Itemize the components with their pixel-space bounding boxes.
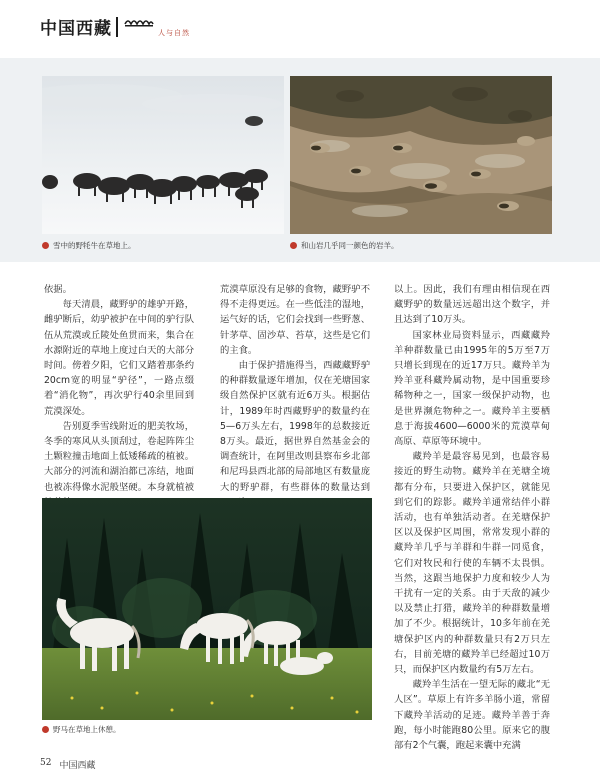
tibetan-ornament-icon (124, 16, 154, 28)
paragraph: 藏羚羊生活在一望无际的藏北“无人区”。草原上有许多羊肠小道，常留下藏羚羊活动的足迹。藏羚羊善于奔跑，每小时能跑80公里。原来它的腹部有2个气囊，跑起来囊中充满 (394, 679, 550, 752)
footer-magazine-name: 中国西藏 (59, 761, 96, 771)
yaks-caption: 雪中的野牦牛在草地上。 (42, 240, 136, 251)
paragraph: 依据。 (44, 284, 72, 295)
caption-bullet-icon (42, 242, 49, 249)
paragraph: 国家林业局资料显示，西藏藏羚羊种群数量已由1995年的5万至7万只增长到现在的近17万只。藏羚羊为羚羊亚科藏羚属动物，是中国重要珍稀物种之一，国家一级保护动物，也是世界濒危物种之一。藏羚羊主要栖息于海拔4600—6000米的荒漠草甸高原、草原等环境中。 (394, 329, 550, 448)
page-footer (40, 758, 95, 771)
section-tag: 人与自然 (158, 29, 190, 37)
blue-sheep-photo (290, 76, 552, 234)
paragraph: 藏羚羊是最容易见到，也最容易接近的野生动物。藏羚羊在羌塘全境都有分布，只要进入保护区，就能见到它们的踪影。藏羚羊通常结伴小群活动，也有单独活动者。在羌塘保护区以及保护区周围，常常发现小群的藏羚羊几乎与羊群和牛群一同觅食，它们对牧民和行使的车辆不太畏惧。当然，这跟当地保护力度和较少人为干扰有一定的关系。由于天敌的减少以及禁止打猎，藏羚羊的种群数量增加了不少。根据统计，10多年前在羌塘保护区内的种群数量只有2万只左右，目前羌塘的藏羚羊已经超过10万只，而保护区内数量约有5万左右。 (394, 451, 550, 676)
text-column-middle (220, 282, 370, 510)
paragraph: 由于保护措施得当，西藏藏野驴的种群数量逐年增加，仅在羌塘国家级自然保护区就有近6万头。根据估计，1989年时西藏野驴的数量约在5—6万头左右，1998年的总数接近8万头。最近，据世界自然基金会的调查统计，在阿里改则县察布乡北部和尼玛县西北部的局部地区有数量庞大的野驴群，有些群体的数量达到 (220, 360, 370, 493)
page-header (40, 14, 570, 42)
text-column-right (394, 282, 550, 753)
paragraph: 每天清晨，藏野驴的雄驴开路，雌驴断后，幼驴被护在中间的驴行队伍从荒漠或丘陵处鱼贯而来，集合在水源附近的草地上度过白天的大部分时间。傍着夕阳，它们又踏着那条约20cm宽的明显“驴径”，一路点缀着“消化物”，再次驴行40余里回到荒漠深处。 (44, 299, 194, 417)
paragraph: 荒漠草原没有足够的食物，藏野驴不得不走得更远。在一些低洼的湿地，运气好的话，它们会找到一些野葱、针茅草、固沙草、苔草，这些是它们的主食。 (220, 284, 370, 356)
caption-bullet-icon (42, 726, 49, 733)
yaks-photo (42, 76, 284, 234)
magazine-logo: 中国西藏 (40, 19, 112, 39)
text-column-left (44, 282, 194, 510)
caption-bullet-icon (290, 242, 297, 249)
horses-caption: 野马在草地上休憩。 (42, 724, 121, 735)
paragraph: 告别夏季雪线附近的肥美牧场，冬季的寒风从头顶刮过，卷起阵阵尘土颗粒撞击地面上低矮稀疏的植被。大部分的河流和湖泊都已冻结，地面也被冻得像水泥般坚硬。本身就植被 (44, 420, 194, 493)
paragraph: 以上。因此，我们有理由相信现在西藏野驴的数量远远超出这个数字，并且达到了10万头。 (394, 284, 550, 326)
horses-photo (42, 498, 372, 720)
blue-sheep-caption: 和山岩几乎同一颜色的岩羊。 (290, 240, 399, 251)
logo-divider (116, 17, 118, 37)
page-number: 52 (40, 758, 52, 768)
